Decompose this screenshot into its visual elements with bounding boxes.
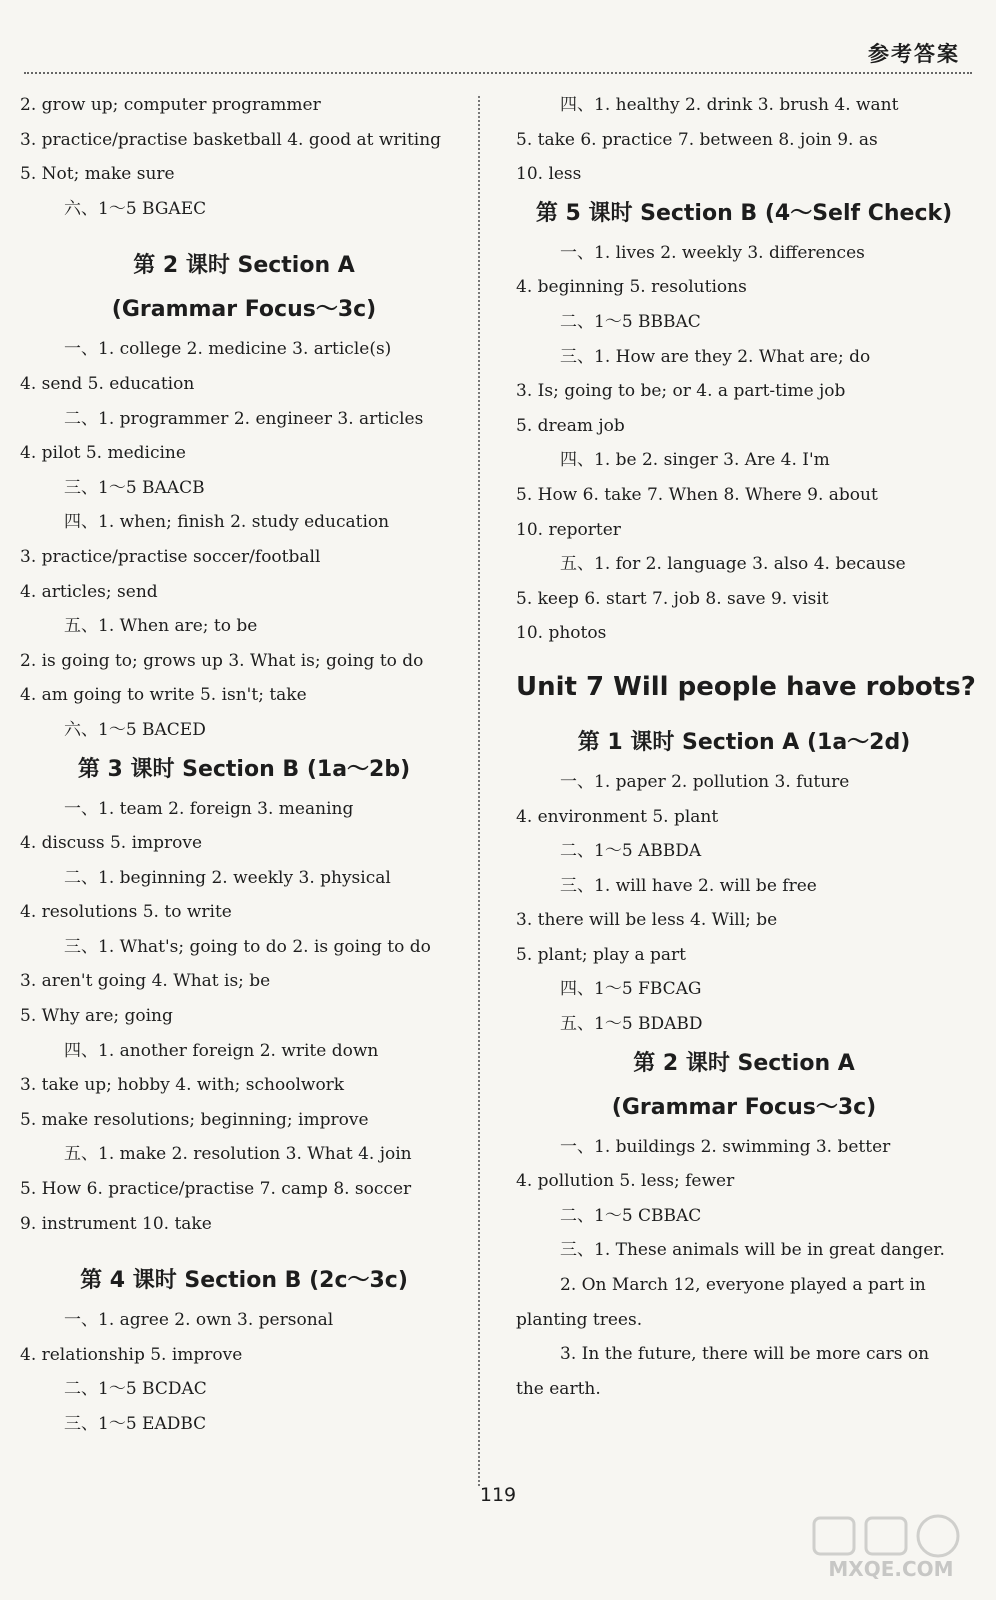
lesson-heading: 第 1 课时 Section A (1a～2d) (577, 729, 911, 755)
answer-line: 4. pilot 5. medicine (20, 443, 186, 464)
answer-line: 五、1. for 2. language 3. also 4. because (560, 554, 906, 575)
lesson-heading: 第 4 课时 Section B (2c～3c) (80, 1268, 408, 1294)
answer-line: 5. How 6. practice/practise 7. camp 8. soccer (20, 1179, 412, 1200)
answer-line: 三、1. What's; going to do 2. is going to do (64, 936, 431, 957)
answer-line: 4. am going to write 5. isn't; take (20, 685, 307, 706)
lesson-heading: (Grammar Focus～3c) (611, 1094, 877, 1120)
answer-line: 五、1～5 BDABD (560, 1014, 703, 1035)
answer-line: 一、1. college 2. medicine 3. article(s) (64, 339, 392, 360)
answer-line: 一、1. team 2. foreign 3. meaning (64, 798, 354, 819)
right-column (516, 88, 976, 1406)
answer-line: 3. practice/practise basketball 4. good at writing (20, 129, 442, 150)
answer-line: 四、1. healthy 2. drink 3. brush 4. want (560, 95, 899, 115)
lesson-heading: 第 3 课时 Section B (1a～2b) (77, 756, 411, 782)
unit-heading: Unit 7 Will people have robots? (516, 671, 976, 702)
answer-line: 3. aren't going 4. What is; be (20, 971, 271, 992)
answer-line: 三、1. will have 2. will be free (560, 875, 817, 896)
answer-line: 9. instrument 10. take (20, 1213, 212, 1234)
answer-line: 四、1. when; finish 2. study education (64, 512, 390, 533)
answer-line: 六、1～5 BGAEC (64, 198, 207, 219)
answer-line: 二、1～5 CBBAC (560, 1205, 702, 1226)
lesson-heading: (Grammar Focus～3c) (111, 297, 377, 323)
answer-line: 4. resolutions 5. to write (20, 902, 232, 923)
answer-line: 三、1. How are they 2. What are; do (560, 346, 871, 367)
answer-line: 四、1～5 FBCAG (560, 979, 702, 1000)
answer-line: 三、1～5 BAACB (64, 477, 205, 498)
answer-line: 5. take 6. practice 7. between 8. join 9. as (516, 129, 878, 150)
answer-line: 2. On March 12, everyone played a part in (560, 1275, 926, 1296)
answer-line: 一、1. lives 2. weekly 3. differences (560, 242, 865, 263)
answer-line: 二、1～5 ABBDA (560, 841, 702, 862)
spacer (20, 226, 468, 244)
answer-line: 五、1. make 2. resolution 3. What 4. join (64, 1144, 412, 1165)
watermark-logo (806, 1512, 976, 1582)
answer-line: 3. there will be less 4. Will; be (516, 910, 778, 931)
column-divider (478, 96, 480, 1486)
answer-line: planting trees. (516, 1309, 643, 1330)
answer-line: 5. make resolutions; beginning; improve (20, 1109, 369, 1130)
answer-line: the earth. (516, 1378, 601, 1399)
left-column (20, 88, 468, 1442)
answer-line: 2. grow up; computer programmer (20, 95, 321, 115)
spacer (20, 1241, 468, 1259)
answer-line: 六、1～5 BACED (64, 719, 206, 740)
answer-line: 一、1. buildings 2. swimming 3. better (560, 1136, 891, 1157)
answer-line: 4. environment 5. plant (516, 806, 719, 827)
lesson-heading: 第 5 课时 Section B (4～Self Check) (535, 200, 953, 226)
answer-line: 3. take up; hobby 4. with; schoolwork (20, 1075, 345, 1096)
answer-line: 2. is going to; grows up 3. What is; going to do (20, 650, 424, 671)
lesson-heading: 第 2 课时 Section A (133, 253, 355, 279)
answer-line: 二、1～5 BBBAC (560, 311, 701, 332)
answer-line: 三、1. These animals will be in great danger. (560, 1240, 945, 1261)
answer-line: 3. In the future, there will be more cars on (560, 1344, 930, 1365)
watermark-text: MXQE.COM (828, 1557, 954, 1581)
answer-line: 4. send 5. education (20, 373, 195, 394)
answer-line: 二、1. programmer 2. engineer 3. articles (64, 408, 424, 429)
lesson-heading: 第 2 课时 Section A (633, 1050, 855, 1076)
answer-line: 一、1. paper 2. pollution 3. future (560, 771, 850, 792)
page-number: 119 (479, 1484, 517, 1506)
answer-line: 5. Not; make sure (20, 164, 175, 185)
answer-line: 10. reporter (516, 519, 621, 540)
answer-line: 4. pollution 5. less; fewer (516, 1171, 735, 1192)
answer-line: 5. How 6. take 7. When 8. Where 9. about (516, 484, 878, 505)
answer-line: 二、1. beginning 2. weekly 3. physical (64, 867, 391, 888)
answer-line: 一、1. agree 2. own 3. personal (64, 1310, 334, 1331)
answer-line: 10. less (516, 164, 582, 185)
answer-line: 三、1～5 EADBC (64, 1414, 207, 1434)
answer-line: 4. discuss 5. improve (20, 833, 203, 854)
answer-line: 5. Why are; going (20, 1006, 173, 1027)
answer-line: 四、1. another foreign 2. write down (64, 1040, 379, 1061)
header-divider (24, 72, 972, 74)
answer-line: 10. photos (516, 623, 607, 644)
answer-line: 5. plant; play a part (516, 944, 686, 965)
answer-line: 五、1. When are; to be (64, 616, 258, 637)
answer-line: 4. beginning 5. resolutions (516, 277, 747, 298)
answer-line: 3. Is; going to be; or 4. a part-time job (516, 381, 846, 402)
answer-line: 四、1. be 2. singer 3. Are 4. I'm (560, 450, 830, 471)
answer-line: 5. keep 6. start 7. job 8. save 9. visit (516, 588, 829, 609)
answer-line: 3. practice/practise soccer/football (20, 546, 321, 567)
page-header-title: 参考答案 (868, 42, 960, 66)
answer-line: 5. dream job (516, 415, 625, 436)
answer-line: 4. articles; send (20, 581, 158, 602)
answer-line: 二、1～5 BCDAC (64, 1379, 207, 1400)
answer-line: 4. relationship 5. improve (20, 1344, 243, 1365)
